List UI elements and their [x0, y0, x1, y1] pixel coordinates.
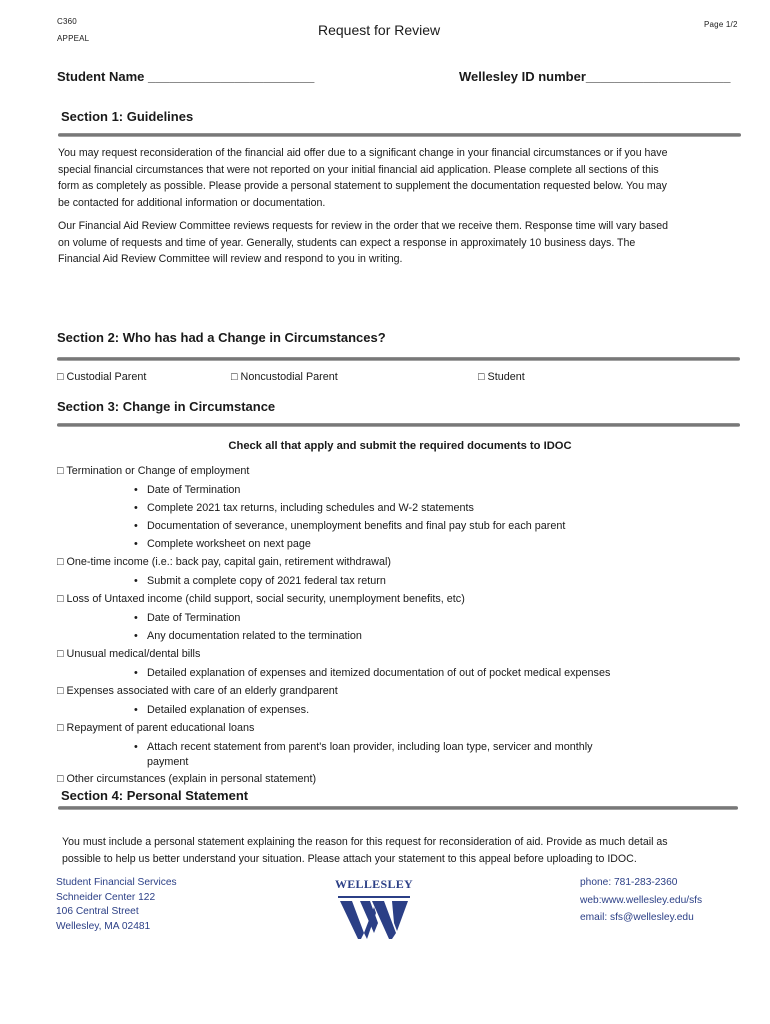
bullet-item — [134, 574, 386, 588]
bullet-item — [134, 501, 474, 515]
section1-rule — [58, 133, 741, 137]
student-name-field[interactable]: Student Name _______________________ — [57, 69, 315, 84]
text-line: You may request reconsideration of the financial aid offer due to a significant change in your financial circumstances or if you have — [58, 147, 668, 159]
bullet-text: Date of Termination — [147, 612, 241, 624]
bullet-item — [134, 629, 362, 643]
bullet-text: Detailed explanation of expenses. — [147, 704, 310, 716]
bullet-icon: • — [134, 741, 138, 753]
footer-contact — [580, 876, 702, 926]
bullet-icon: • — [134, 575, 138, 587]
checkbox-parent-loans[interactable]: □ Repayment of parent educational loans — [57, 722, 255, 734]
bullet-text: Documentation of severance, unemployment benefits and final pay stub for each parent — [147, 520, 566, 532]
text-line: possible to help us better understand your situation. Please attach your statement to this appeal before uploading to IDOC. — [62, 852, 637, 865]
section4-rule — [58, 806, 738, 810]
bullet-item — [134, 703, 310, 717]
bullet-icon: • — [134, 502, 138, 514]
wellesley-id-field[interactable]: Wellesley ID number____________________ — [459, 69, 731, 84]
form-code: C360 — [57, 17, 77, 26]
bullet-icon: • — [134, 630, 138, 642]
address-line: Schneider Center 122 — [56, 891, 156, 903]
section1-paragraph-1 — [58, 145, 748, 211]
checkbox-termination[interactable]: □ Termination or Change of employment — [57, 465, 250, 477]
section4-heading: Section 4: Personal Statement — [61, 788, 249, 803]
checkbox-custodial-parent[interactable]: □ Custodial Parent — [57, 371, 147, 383]
bullet-icon: • — [134, 612, 138, 624]
checkbox-elderly-care[interactable]: □ Expenses associated with care of an elderly grandparent — [57, 685, 338, 697]
text-line: special financial circumstances that were not reported on your initial financial aid application. Please complete all sections of this — [58, 163, 659, 176]
address-line: 106 Central Street — [56, 906, 139, 917]
bullet-text: Complete 2021 tax returns, including schedules and W-2 statements — [147, 502, 474, 514]
section4-paragraph — [62, 834, 752, 867]
footer-address — [56, 876, 177, 934]
logo-wordmark: WELLESLEY — [334, 877, 414, 891]
address-line: Wellesley, MA 02481 — [56, 920, 151, 932]
email-link[interactable]: email: sfs@wellesley.edu — [580, 912, 694, 923]
section3-rule — [57, 423, 740, 427]
bullet-text: Complete worksheet on next page — [147, 538, 311, 550]
web-link[interactable]: web:www.wellesley.edu/sfs — [580, 894, 703, 906]
text-line: on volume of requests and time of year. Generally, students can expect a response in approximately 10 business days. The — [58, 236, 636, 249]
section2-rule — [57, 357, 740, 361]
section3-instruction: Check all that apply and submit the required documents to IDOC — [228, 440, 572, 452]
bullet-continuation: payment — [147, 756, 189, 768]
bullet-icon: • — [134, 667, 138, 679]
bullet-item — [134, 537, 311, 551]
bullet-item — [134, 611, 241, 625]
text-line: You must include a personal statement explaining the reason for this request for reconsideration of aid. Provide as much detail as — [62, 836, 668, 848]
page-title: Request for Review — [318, 22, 441, 38]
checkbox-student[interactable]: □ Student — [478, 371, 525, 383]
bullet-text: Any documentation related to the termination — [147, 630, 362, 642]
checkbox-noncustodial-parent[interactable]: □ Noncustodial Parent — [231, 371, 338, 383]
bullet-item — [134, 519, 566, 533]
phone-text: phone: 781-283-2360 — [580, 877, 678, 888]
section1-heading: Section 1: Guidelines — [61, 109, 194, 124]
section2-heading: Section 2: Who has had a Change in Circumstances? — [57, 330, 386, 345]
section1-paragraph-2 — [58, 218, 748, 268]
bullet-icon: • — [134, 538, 138, 550]
bullet-icon: • — [134, 704, 138, 716]
text-line: be contacted for additional information or documentation. — [58, 196, 326, 209]
checkbox-one-time-income[interactable]: □ One-time income (i.e.: back pay, capital gain, retirement withdrawal) — [57, 556, 391, 568]
address-line: Student Financial Services — [56, 877, 177, 888]
text-line: Our Financial Aid Review Committee reviews requests for review in the order that we receive them. Response time will vary based — [58, 220, 668, 232]
bullet-icon: • — [134, 484, 138, 496]
section3-heading: Section 3: Change in Circumstance — [57, 399, 276, 414]
wellesley-logo — [334, 877, 414, 941]
text-line: Financial Aid Review Committee will review and respond to you in writing. — [58, 253, 403, 266]
checkbox-other[interactable]: □ Other circumstances (explain in personal statement) — [57, 773, 317, 785]
logo-w-icon — [334, 893, 414, 941]
bullet-text: Submit a complete copy of 2021 federal tax return — [147, 575, 386, 587]
checkbox-loss-untaxed-income[interactable]: □ Loss of Untaxed income (child support, social security, unemployment benefits, etc) — [57, 593, 465, 605]
bullet-item — [134, 740, 593, 754]
text-line: form as completely as possible. Please provide a personal statement to supplement the documentation requested below. You may — [58, 180, 667, 193]
bullet-icon: • — [134, 520, 138, 532]
bullet-item — [134, 483, 241, 497]
bullet-text: Attach recent statement from parent's loan provider, including loan type, servicer and monthly — [147, 741, 593, 753]
bullet-item — [134, 666, 611, 680]
bullet-text: Detailed explanation of expenses and itemized documentation of out of pocket medical expenses — [147, 667, 611, 679]
page-number: Page 1/2 — [704, 20, 738, 29]
bullet-text: Date of Termination — [147, 484, 241, 496]
checkbox-medical-bills[interactable]: □ Unusual medical/dental bills — [57, 648, 201, 660]
form-type: APPEAL — [57, 34, 90, 43]
